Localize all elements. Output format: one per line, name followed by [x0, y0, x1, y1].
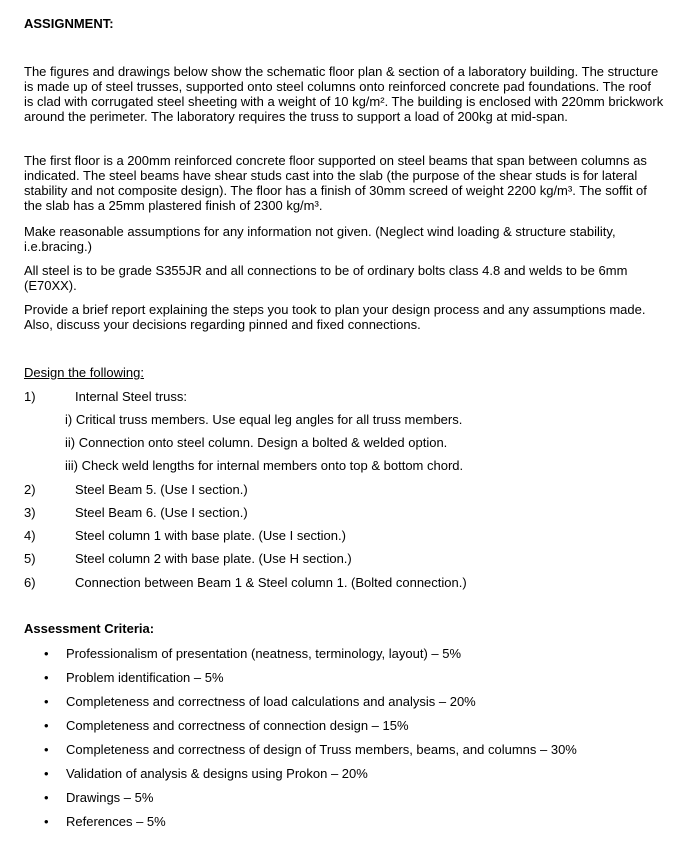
design-subitem: iii) Check weld lengths for internal members onto top & bottom chord.: [65, 458, 464, 473]
design-item-number: 1): [24, 389, 36, 404]
bullet-icon: •: [44, 742, 49, 757]
design-item-number: 3): [24, 505, 36, 520]
paragraph-floor: The first floor is a 200mm reinforced concrete floor supported on steel beams that span between columns as indicated. The steel beams have shear studs cast into the slab (the purpose of the shear studs is for lateral stability and not composite design). The floor has a finish of 30mm screed of weight 2200 kg/m³. The soffit of the slab has a 25mm plastered finish of 2300 kg/m³.: [24, 153, 647, 213]
design-item-number: 4): [24, 528, 36, 543]
criteria-item: [44, 742, 577, 757]
bullet-icon: •: [44, 670, 49, 685]
bullet-icon: •: [44, 790, 49, 805]
criteria-item-text: Professionalism of presentation (neatness, terminology, layout) – 5%: [66, 646, 462, 661]
criteria-item-text: Completeness and correctness of design of Truss members, beams, and columns – 30%: [66, 742, 577, 757]
criteria-item-text: Drawings – 5%: [66, 790, 154, 805]
criteria-item: [44, 718, 409, 733]
paragraph-assumptions: Make reasonable assumptions for any information not given. (Neglect wind loading & structure stability, i.e.bracing.): [24, 224, 616, 254]
paragraph-structure: The figures and drawings below show the schematic floor plan & section of a laboratory building. The structure is made up of steel trusses, supported onto steel columns onto reinforced concrete pad foundations. The roof is clad with corrugated steel sheeting with a weight of 10 kg/m². The building is enclosed with 220mm brickwork around the perimeter. The laboratory requires the truss to support a load of 200kg at mid-span.: [24, 64, 664, 124]
criteria-item-text: Completeness and correctness of load calculations and analysis – 20%: [66, 694, 476, 709]
criteria-item: [44, 694, 476, 709]
design-item-text: Internal Steel truss:: [75, 389, 187, 404]
paragraph-report: Provide a brief report explaining the steps you took to plan your design process and any assumptions made. Also, discuss your decisions regarding pinned and fixed connections.: [24, 302, 646, 332]
design-subitem: ii) Connection onto steel column. Design a bolted & welded option.: [65, 435, 448, 450]
criteria-item: [44, 670, 224, 685]
criteria-item-text: Validation of analysis & designs using Prokon – 20%: [66, 766, 368, 781]
bullet-icon: •: [44, 814, 49, 829]
design-item-text: Steel Beam 6. (Use I section.): [75, 505, 248, 520]
design-item-text: Steel Beam 5. (Use I section.): [75, 482, 248, 497]
bullet-icon: •: [44, 718, 49, 733]
paragraph-steel-grade: All steel is to be grade S355JR and all connections to be of ordinary bolts class 4.8 and welds to be 6mm (E70XX).: [24, 263, 628, 293]
design-item-text: Connection between Beam 1 & Steel column 1. (Bolted connection.): [75, 575, 467, 590]
assignment-heading: ASSIGNMENT:: [24, 16, 114, 31]
criteria-item-text: References – 5%: [66, 814, 166, 829]
design-item-text: Steel column 1 with base plate. (Use I section.): [75, 528, 346, 543]
criteria-item: [44, 814, 166, 829]
design-subitem: i) Critical truss members. Use equal leg angles for all truss members.: [65, 412, 463, 427]
criteria-item-text: Problem identification – 5%: [66, 670, 224, 685]
bullet-icon: •: [44, 766, 49, 781]
design-item-number: 2): [24, 482, 36, 497]
criteria-item: [44, 646, 461, 661]
bullet-icon: •: [44, 646, 49, 661]
bullet-icon: •: [44, 694, 49, 709]
criteria-item: [44, 790, 153, 805]
criteria-item-text: Completeness and correctness of connection design – 15%: [66, 718, 409, 733]
criteria-title: Assessment Criteria:: [24, 621, 155, 636]
design-item-text: Steel column 2 with base plate. (Use H section.): [75, 551, 352, 566]
design-title: Design the following:: [24, 365, 144, 380]
criteria-item: [44, 766, 368, 781]
design-item-number: 5): [24, 551, 36, 566]
design-item-number: 6): [24, 575, 36, 590]
